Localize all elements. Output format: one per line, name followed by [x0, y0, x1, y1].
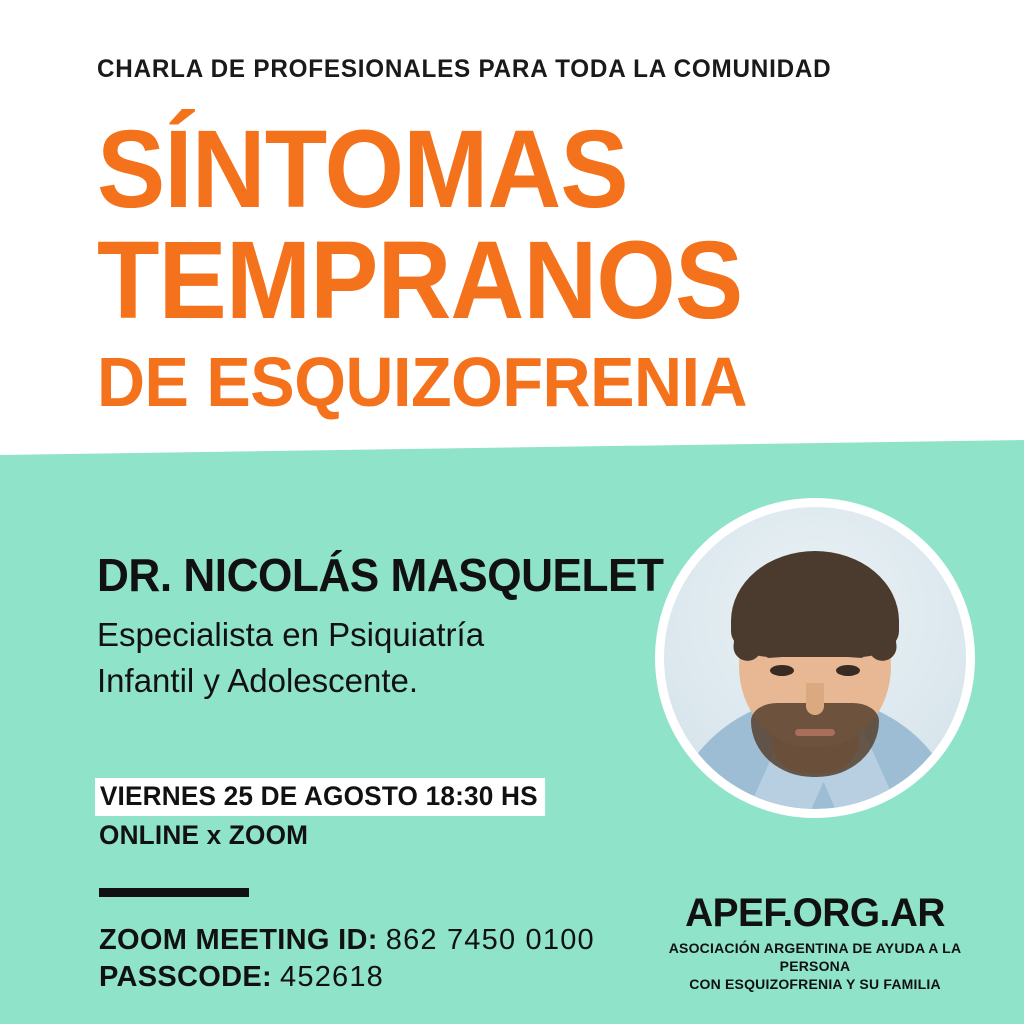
brand-block	[650, 893, 980, 994]
speaker-portrait	[655, 498, 975, 818]
zoom-passcode-row	[99, 959, 595, 996]
portrait-photo	[664, 507, 966, 809]
poster-title	[97, 108, 957, 421]
speaker-role-line-2: Infantil y Adolescente.	[97, 661, 419, 699]
zoom-passcode-label: PASSCODE:	[99, 960, 272, 993]
poster-kicker: CHARLA DE PROFESIONALES PARA TODA LA COMUNIDAD	[97, 55, 832, 83]
title-line-2: TEMPRANOS	[97, 218, 743, 342]
zoom-passcode-value: 452618	[280, 960, 385, 993]
portrait-mouth	[795, 729, 835, 736]
portrait-eye-right	[836, 665, 860, 676]
event-date: VIERNES 25 DE AGOSTO 18:30 HS	[95, 778, 546, 816]
speaker-name: DR. NICOLÁS MASQUELET	[97, 549, 664, 601]
divider-rule	[99, 888, 249, 897]
zoom-meeting-id-label: ZOOM MEETING ID:	[99, 924, 378, 956]
brand-subtitle-line-2: CON ESQUIZOFRENIA Y SU FAMILIA	[689, 976, 941, 993]
zoom-meeting-id-value: 862 7450 0100	[385, 924, 595, 956]
zoom-credentials	[99, 922, 595, 996]
zoom-meeting-id-row	[99, 922, 595, 959]
portrait-eye-left	[770, 665, 794, 676]
brand-subtitle	[650, 940, 980, 994]
speaker-role	[97, 612, 484, 703]
speaker-role-line-1: Especialista en Psiquiatría	[97, 616, 485, 653]
portrait-nose	[806, 683, 824, 715]
title-line-3: DE ESQUIZOFRENIA	[97, 343, 748, 421]
title-line-1: SÍNTOMAS	[97, 108, 628, 231]
brand-website: APEF.ORG.AR	[685, 891, 945, 936]
event-modality: ONLINE x ZOOM	[99, 820, 309, 850]
brand-subtitle-line-1: ASOCIACIÓN ARGENTINA DE AYUDA A LA PERSONA	[668, 940, 962, 975]
